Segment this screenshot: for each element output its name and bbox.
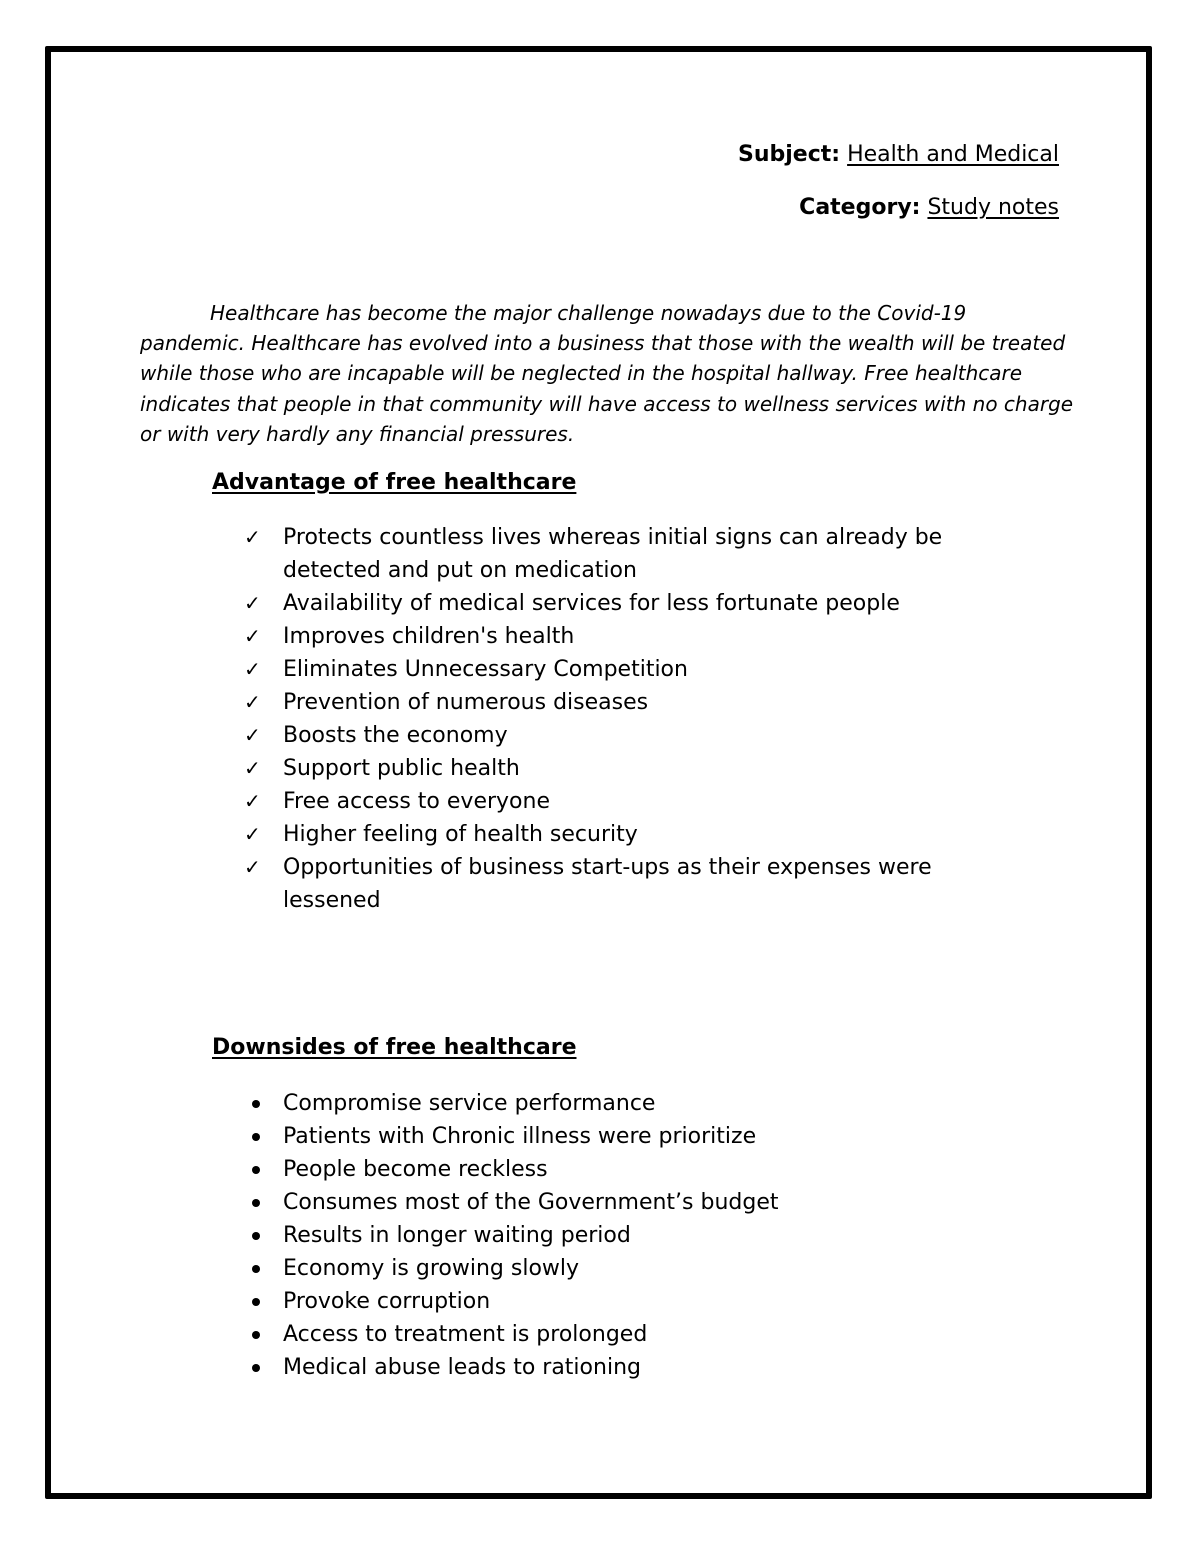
list-item	[244, 818, 1024, 851]
category-value: Study notes	[927, 195, 1059, 220]
bullet-icon	[252, 1199, 260, 1207]
list-item	[244, 1153, 1024, 1186]
downside-text: Access to treatment is prolonged	[283, 1322, 648, 1347]
checkmark-icon: ✓	[244, 822, 261, 846]
advantages-heading: Advantage of free healthcare	[212, 470, 577, 495]
advantage-text: Higher feeling of health security	[283, 822, 638, 847]
advantage-text: Free access to everyone	[283, 789, 550, 814]
bullet-icon	[252, 1166, 260, 1174]
subject-value: Health and Medical	[847, 142, 1059, 167]
subject-label: Subject:	[738, 142, 841, 167]
advantage-text: Opportunities of business start-ups as their expenses were lessened	[283, 855, 932, 913]
bullet-icon	[252, 1265, 260, 1273]
advantage-text: Improves children's health	[283, 624, 575, 649]
checkmark-icon: ✓	[244, 591, 261, 615]
checkmark-icon: ✓	[244, 789, 261, 813]
bullet-icon	[252, 1100, 260, 1108]
list-item	[244, 785, 1024, 818]
advantage-text: Protects countless lives whereas initial signs can already be detected and put on medication	[283, 525, 943, 583]
checkmark-icon: ✓	[244, 690, 261, 714]
list-item	[244, 1318, 1024, 1351]
list-item	[244, 620, 1024, 653]
checkmark-icon: ✓	[244, 624, 261, 648]
advantage-text: Availability of medical services for less fortunate people	[283, 591, 900, 616]
bullet-icon	[252, 1364, 260, 1372]
bullet-icon	[252, 1232, 260, 1240]
checkmark-icon: ✓	[244, 756, 261, 780]
checkmark-icon: ✓	[244, 723, 261, 747]
downside-text: Patients with Chronic illness were prioritize	[283, 1124, 757, 1149]
list-item	[244, 653, 1024, 686]
checkmark-icon: ✓	[244, 657, 261, 681]
bullet-icon	[252, 1133, 260, 1141]
advantage-text: Boosts the economy	[283, 723, 508, 748]
list-item	[244, 1252, 1024, 1285]
checkmark-icon: ✓	[244, 525, 261, 549]
list-item	[244, 752, 1024, 785]
list-item	[244, 686, 1024, 719]
downside-text: People become reckless	[283, 1157, 548, 1182]
downside-text: Medical abuse leads to rationing	[283, 1355, 641, 1380]
downside-text: Economy is growing slowly	[283, 1256, 580, 1281]
list-item	[244, 1186, 1024, 1219]
subject-line	[738, 142, 1059, 167]
list-item	[244, 1120, 1024, 1153]
advantage-text: Support public health	[283, 756, 520, 781]
list-item	[244, 719, 1024, 752]
intro-paragraph: Healthcare has become the major challenge nowadays due to the Covid-19 pandemic. Healthcare has evolved into a business that those with the wealth will be treated while those who are incapable will be neglected in the hospital hallway. Free healthcare indicates that people in that community will have access to wellness services with no charge or with very hardly any financial pressures.	[140, 301, 1074, 446]
category-line	[799, 195, 1059, 220]
advantage-text: Eliminates Unnecessary Competition	[283, 657, 688, 682]
list-item	[244, 1285, 1024, 1318]
list-item	[244, 1219, 1024, 1252]
list-item	[244, 521, 1024, 587]
list-item	[244, 851, 1024, 917]
bullet-icon	[252, 1298, 260, 1306]
list-item	[244, 1351, 1024, 1384]
advantage-text: Prevention of numerous diseases	[283, 690, 649, 715]
list-item	[244, 1087, 1024, 1120]
downsides-heading: Downsides of free healthcare	[212, 1035, 577, 1060]
downside-text: Compromise service performance	[283, 1091, 656, 1116]
downside-text: Provoke corruption	[283, 1289, 491, 1314]
downside-text: Results in longer waiting period	[283, 1223, 631, 1248]
downsides-list	[244, 1087, 1024, 1384]
advantages-list	[244, 521, 1024, 917]
category-label: Category:	[799, 195, 921, 220]
checkmark-icon: ✓	[244, 855, 261, 879]
bullet-icon	[252, 1331, 260, 1339]
downside-text: Consumes most of the Government’s budget	[283, 1190, 779, 1215]
list-item	[244, 587, 1024, 620]
